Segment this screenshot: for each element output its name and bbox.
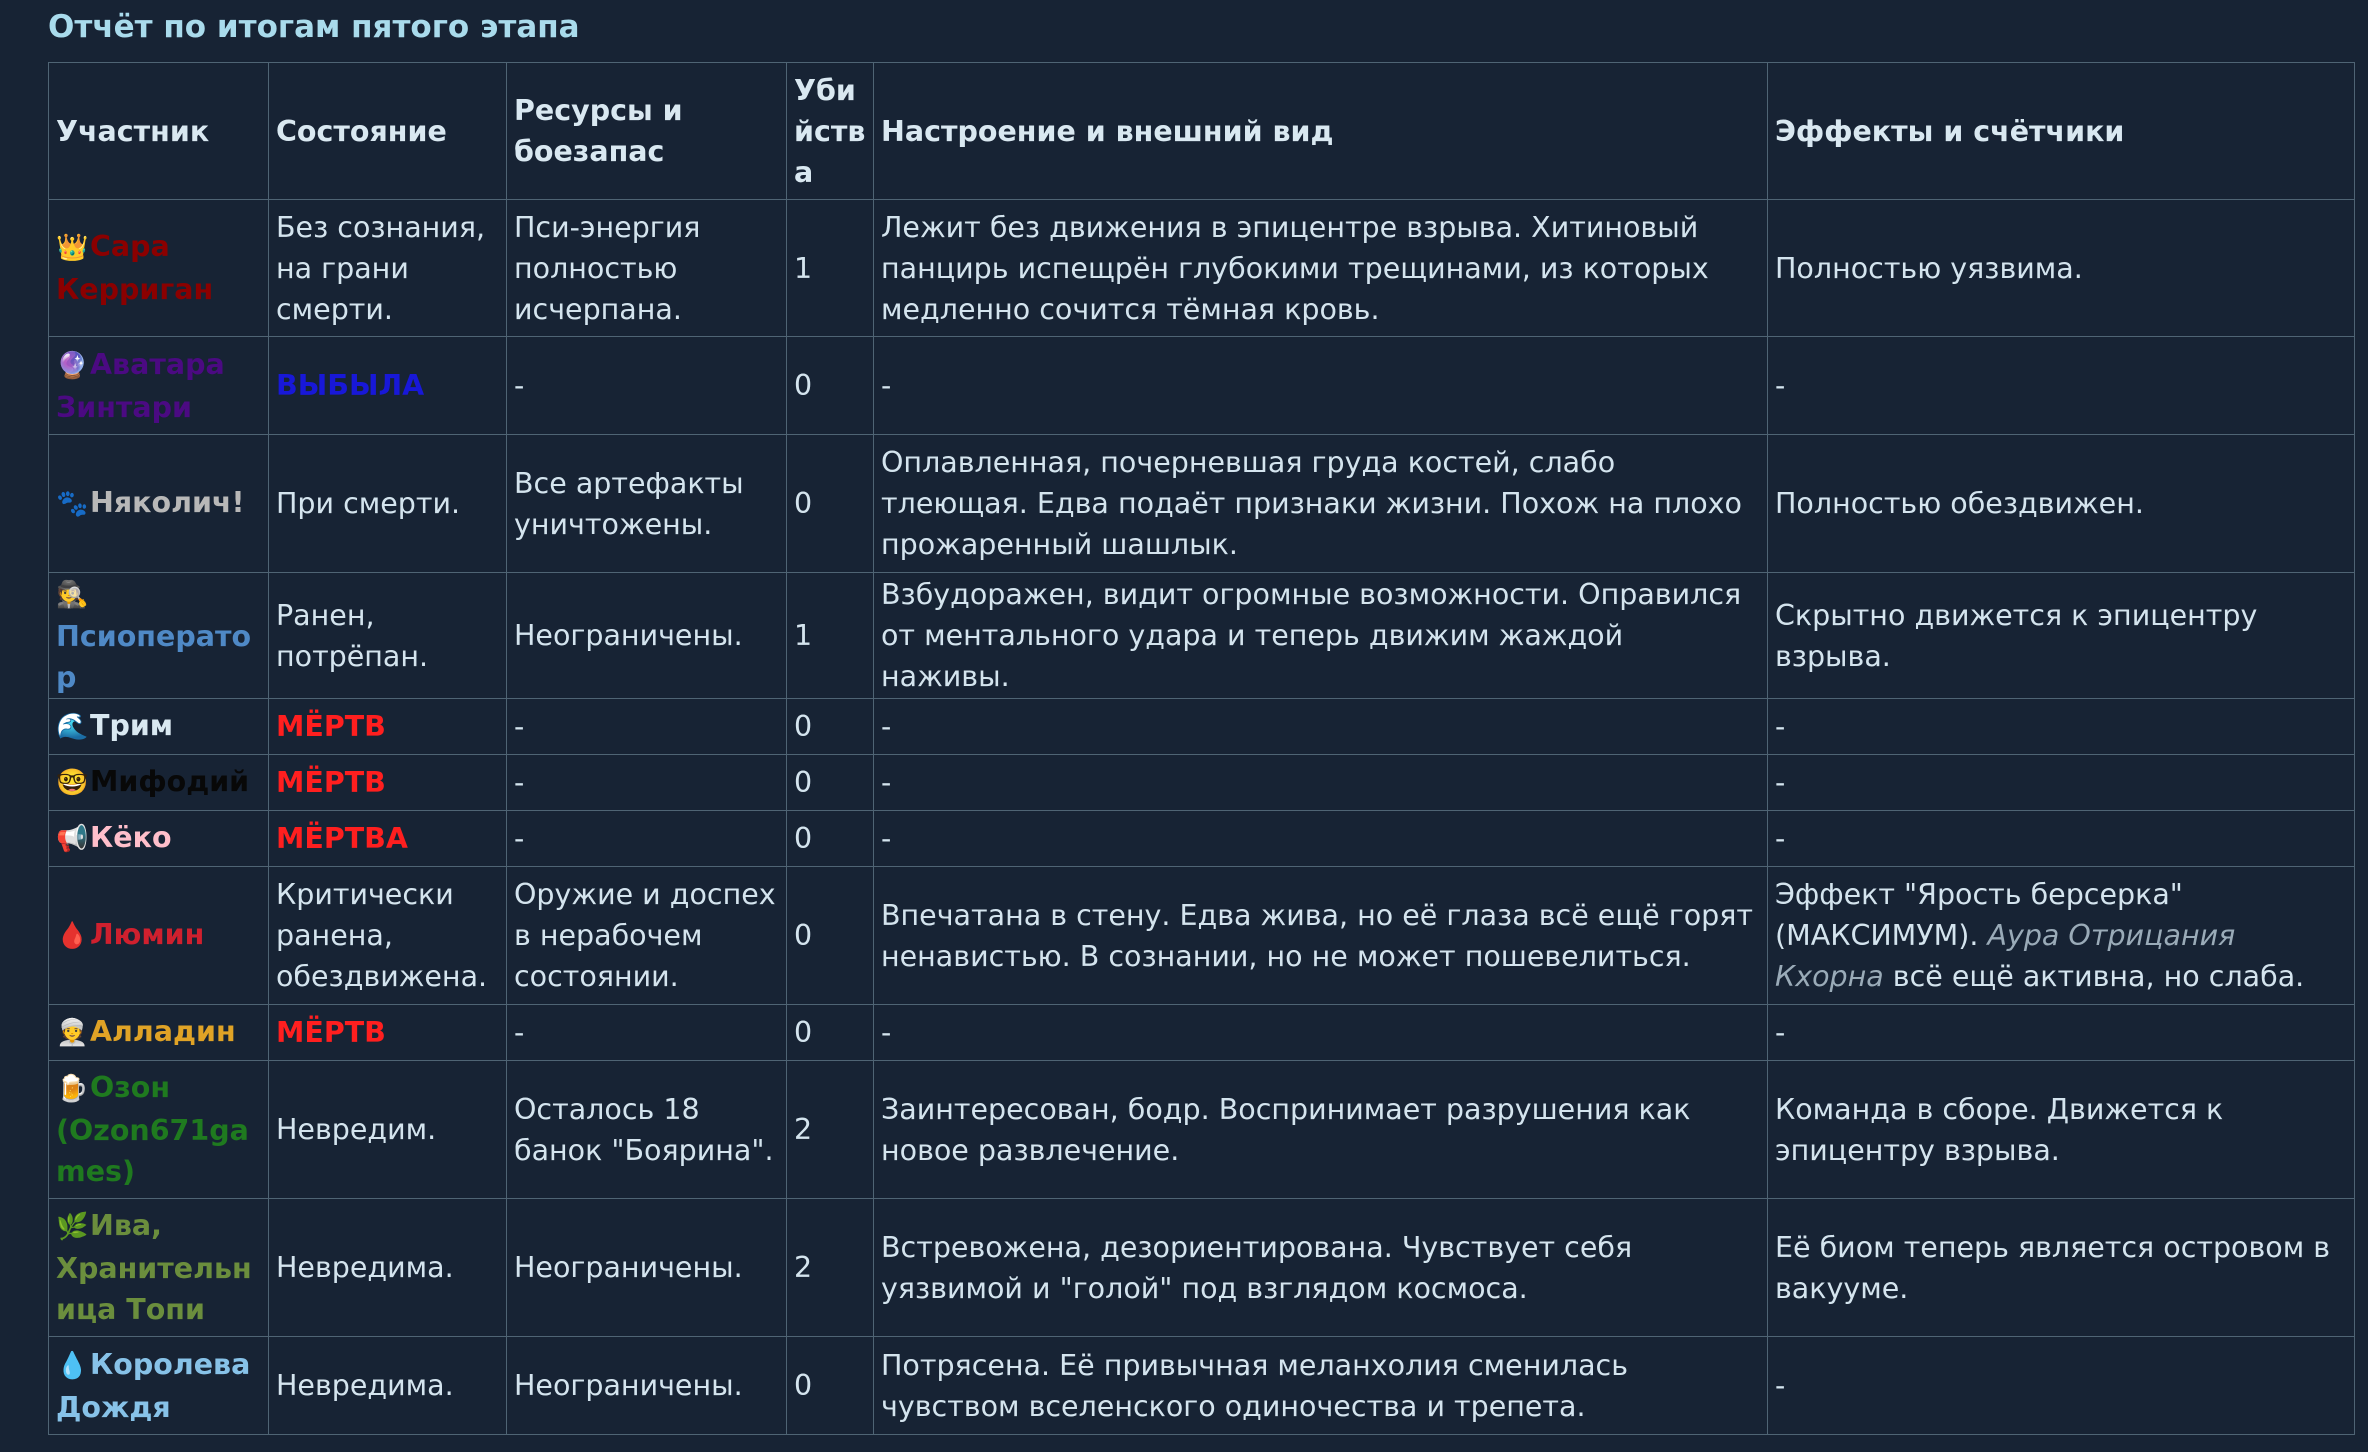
kills-cell: 0 bbox=[787, 811, 874, 867]
state-cell bbox=[269, 337, 507, 435]
participant-name: Кёко bbox=[90, 821, 172, 854]
table-row bbox=[49, 337, 2355, 435]
resources-cell: Неограничены. bbox=[507, 573, 787, 699]
state-cell: Невредима. bbox=[269, 1337, 507, 1435]
status-out: ВЫБЫЛА bbox=[276, 369, 425, 402]
state-cell: Невредима. bbox=[269, 1199, 507, 1337]
resources-cell: - bbox=[507, 1005, 787, 1061]
participant-name: Ива, Хранительница Топи bbox=[56, 1209, 252, 1326]
kills-cell: 1 bbox=[787, 573, 874, 699]
state-cell bbox=[269, 1005, 507, 1061]
effects-cell: - bbox=[1768, 755, 2355, 811]
participant-cell bbox=[49, 1337, 269, 1435]
participant-cell bbox=[49, 337, 269, 435]
effect-tail: всё ещё активна, но слаба. bbox=[1892, 960, 2305, 993]
resources-cell: Пси-энергия полностью исчерпана. bbox=[507, 200, 787, 337]
participant-cell bbox=[49, 435, 269, 573]
kills-cell: 0 bbox=[787, 755, 874, 811]
kills-cell: 0 bbox=[787, 337, 874, 435]
effects-cell bbox=[1768, 867, 2355, 1005]
resources-cell: Все артефакты уничтожены. bbox=[507, 435, 787, 573]
header-state: Состояние bbox=[269, 63, 507, 200]
state-cell: Ранен, потрёпан. bbox=[269, 573, 507, 699]
participant-name: Трим bbox=[90, 709, 174, 742]
table-row bbox=[49, 435, 2355, 573]
table-row bbox=[49, 1199, 2355, 1337]
kills-cell: 2 bbox=[787, 1061, 874, 1199]
effects-cell: - bbox=[1768, 811, 2355, 867]
participant-name: Аватара Зинтари bbox=[56, 347, 225, 424]
participant-cell bbox=[49, 573, 269, 699]
header-kills: Убийства bbox=[787, 63, 874, 200]
table-row bbox=[49, 867, 2355, 1005]
kills-cell: 0 bbox=[787, 435, 874, 573]
table-row bbox=[49, 1337, 2355, 1435]
state-cell: При смерти. bbox=[269, 435, 507, 573]
resources-cell: Неограничены. bbox=[507, 1337, 787, 1435]
participant-cell bbox=[49, 811, 269, 867]
kills-cell: 0 bbox=[787, 1337, 874, 1435]
effects-cell: Скрытно движется к эпицентру взрыва. bbox=[1768, 573, 2355, 699]
mood-cell: Взбудоражен, видит огромные возможности. Оправился от ментального удара и теперь движим жаждой наживы. bbox=[874, 573, 1768, 699]
resources-cell: - bbox=[507, 811, 787, 867]
participant-name: Алладин bbox=[90, 1015, 236, 1048]
resources-cell: - bbox=[507, 699, 787, 755]
crystal-ball-icon: 🔮 bbox=[56, 350, 89, 381]
effects-cell: - bbox=[1768, 1005, 2355, 1061]
kills-cell: 0 bbox=[787, 867, 874, 1005]
state-cell: Невредим. bbox=[269, 1061, 507, 1199]
header-participant: Участник bbox=[49, 63, 269, 200]
status-dead: МЁРТВ bbox=[276, 1016, 386, 1049]
mood-cell: Заинтересован, бодр. Воспринимает разрушения как новое развлечение. bbox=[874, 1061, 1768, 1199]
participant-name: Озон (Ozon671games) bbox=[56, 1071, 249, 1188]
table-row bbox=[49, 1005, 2355, 1061]
mood-cell: - bbox=[874, 755, 1768, 811]
mood-cell: - bbox=[874, 699, 1768, 755]
participant-cell bbox=[49, 1005, 269, 1061]
mood-cell: Оплавленная, почерневшая груда костей, слабо тлеющая. Едва подаёт признаки жизни. Похож на плохо прожаренный шашлык. bbox=[874, 435, 1768, 573]
page-title: Отчёт по итогам пятого этапа bbox=[48, 9, 580, 45]
participant-cell bbox=[49, 1061, 269, 1199]
status-dead: МЁРТВ bbox=[276, 766, 386, 799]
status-dead: МЁРТВА bbox=[276, 822, 408, 855]
mood-cell: - bbox=[874, 811, 1768, 867]
mood-cell: Потрясена. Её привычная меланхолия сменилась чувством вселенского одиночества и трепета. bbox=[874, 1337, 1768, 1435]
effects-cell: Полностью обездвижен. bbox=[1768, 435, 2355, 573]
state-cell: Критически ранена, обездвижена. bbox=[269, 867, 507, 1005]
participant-name: Королева Дождя bbox=[56, 1347, 251, 1424]
table-row bbox=[49, 573, 2355, 699]
resources-cell: Неограничены. bbox=[507, 1199, 787, 1337]
table-row bbox=[49, 755, 2355, 811]
effects-cell: Команда в сборе. Движется к эпицентру взрыва. bbox=[1768, 1061, 2355, 1199]
state-cell: Без сознания, на грани смерти. bbox=[269, 200, 507, 337]
participant-cell bbox=[49, 200, 269, 337]
water-drop-icon: 💧 bbox=[56, 1350, 89, 1381]
effect-aura: Аура Отрицания Кхорна bbox=[1775, 919, 2236, 993]
participant-cell bbox=[49, 699, 269, 755]
status-dead: МЁРТВ bbox=[276, 710, 386, 743]
effects-cell: - bbox=[1768, 699, 2355, 755]
herb-icon: 🌿 bbox=[56, 1212, 89, 1242]
crown-icon: 👑 bbox=[56, 233, 89, 263]
mood-cell: - bbox=[874, 337, 1768, 435]
participant-cell bbox=[49, 1199, 269, 1337]
table-row bbox=[49, 699, 2355, 755]
mood-cell: - bbox=[874, 1005, 1768, 1061]
state-cell bbox=[269, 755, 507, 811]
wave-icon: 🌊 bbox=[56, 712, 89, 742]
participant-cell bbox=[49, 755, 269, 811]
effects-cell: - bbox=[1768, 1337, 2355, 1435]
kills-cell: 1 bbox=[787, 200, 874, 337]
header-mood: Настроение и внешний вид bbox=[874, 63, 1768, 200]
kills-cell: 2 bbox=[787, 1199, 874, 1337]
header-effects: Эффекты и счётчики bbox=[1768, 63, 2355, 200]
participant-name: Псиоператор bbox=[56, 620, 252, 694]
megaphone-icon: 📢 bbox=[56, 824, 89, 854]
effects-cell: - bbox=[1768, 337, 2355, 435]
effects-cell: Её биом теперь является островом в вакууме. bbox=[1768, 1199, 2355, 1337]
state-cell bbox=[269, 811, 507, 867]
report-container bbox=[48, 8, 2354, 1435]
participant-name: Люмин bbox=[90, 918, 205, 951]
header-row bbox=[49, 63, 2355, 200]
effect-main: Эффект "Ярость берсерка" (МАКСИМУМ). bbox=[1775, 878, 2183, 952]
mood-cell: Впечатана в стену. Едва жива, но её глаза всё ещё горят ненавистью. В сознании, но не может пошевелиться. bbox=[874, 867, 1768, 1005]
participant-name: Няколич! bbox=[90, 486, 245, 519]
nerd-face-icon: 🤓 bbox=[56, 768, 89, 798]
state-cell bbox=[269, 699, 507, 755]
report-table bbox=[48, 62, 2355, 1435]
blood-drop-icon: 🩸 bbox=[56, 921, 89, 951]
resources-cell: - bbox=[507, 337, 787, 435]
detective-icon: 🕵 bbox=[56, 580, 89, 610]
participant-name: Мифодий bbox=[90, 765, 250, 798]
table-row bbox=[49, 200, 2355, 337]
paw-prints-icon: 🐾 bbox=[56, 489, 89, 519]
turban-person-icon: 👳 bbox=[56, 1018, 89, 1048]
table-row bbox=[49, 1061, 2355, 1199]
resources-cell: Оружие и доспех в нерабочем состоянии. bbox=[507, 867, 787, 1005]
header-resources: Ресурсы и боезапас bbox=[507, 63, 787, 200]
kills-cell: 0 bbox=[787, 699, 874, 755]
effects-cell: Полностью уязвима. bbox=[1768, 200, 2355, 337]
mood-cell: Встревожена, дезориентирована. Чувствует себя уязвимой и "голой" под взглядом космоса. bbox=[874, 1199, 1768, 1337]
mood-cell: Лежит без движения в эпицентре взрыва. Хитиновый панцирь испещрён глубокими трещинами, из которых медленно сочится тёмная кровь. bbox=[874, 200, 1768, 337]
participant-name: Сара Керриган bbox=[56, 230, 214, 306]
kills-cell: 0 bbox=[787, 1005, 874, 1061]
resources-cell: - bbox=[507, 755, 787, 811]
table-row bbox=[49, 811, 2355, 867]
beer-mug-icon: 🍺 bbox=[56, 1074, 89, 1104]
participant-cell bbox=[49, 867, 269, 1005]
resources-cell: Осталось 18 банок "Боярина". bbox=[507, 1061, 787, 1199]
